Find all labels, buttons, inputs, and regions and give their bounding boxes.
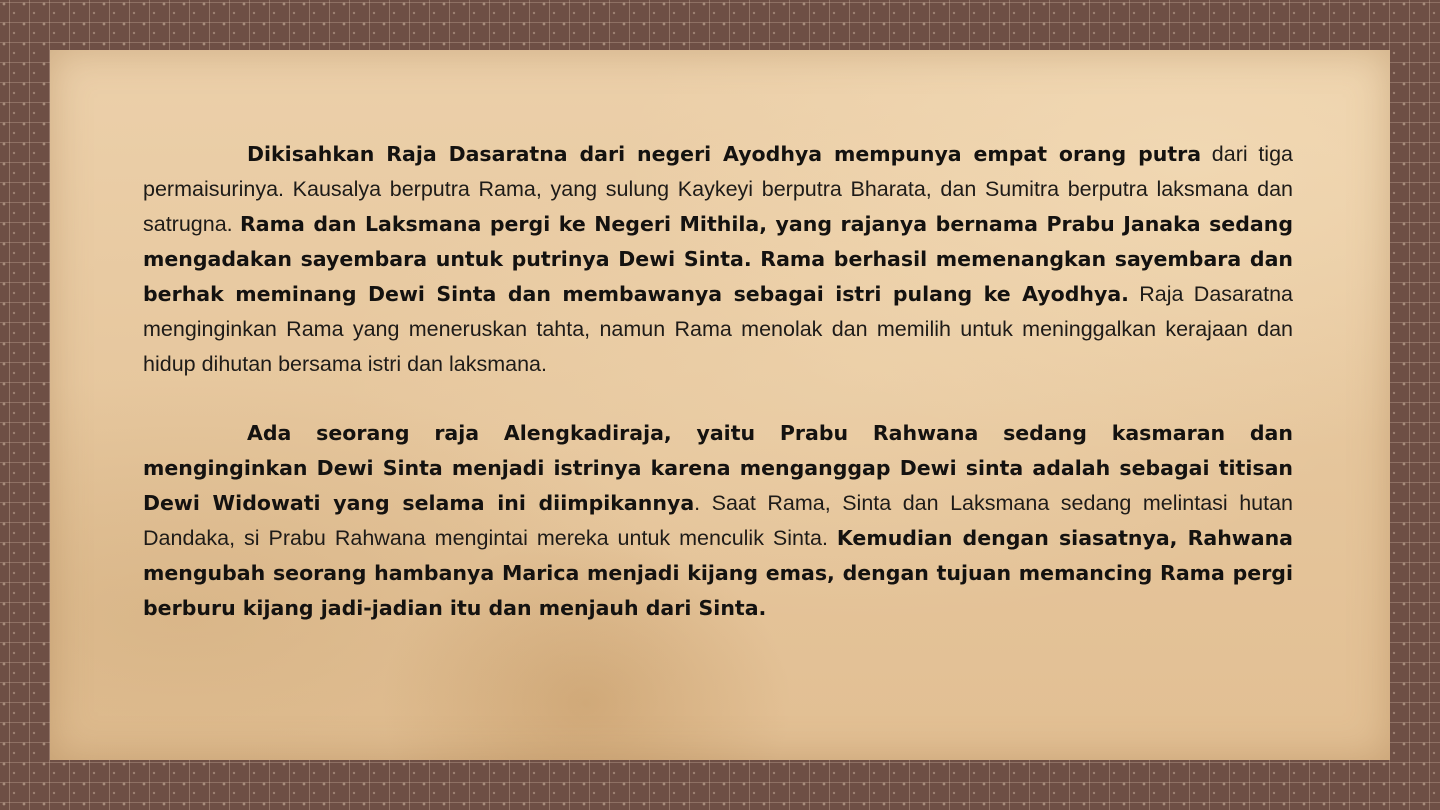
paragraph-1-segment-2: dari tiga permaisurinya. Kausalya berputra Rama, yang sulung Kaykeyi berputra Bharata, dan Sumitra berputra laksmana dan satrugna. [143,142,1293,236]
paragraph-2 [143,416,1293,626]
paragraph-1-segment-4: Raja Dasaratna menginginkan Rama yang meneruskan tahta, namun Rama menolak dan memilih untuk meninggalkan kerajaan dan hidup dihutan bersama istri dan laksmana. [143,282,1293,376]
paragraph-2-segment-3: Kemudian dengan siasatnya, Rahwana mengubah seorang hambanya Marica menjadi kijang emas, dengan tujuan memancing Rama pergi berburu kijang jadi-jadian itu dan menjauh dari Sinta. [143,526,1294,620]
paragraph-1-segment-1: Dikisahkan Raja Dasaratna dari negeri Ayodhya mempunya empat orang putra [247,142,1202,166]
story-text [143,137,1293,626]
paragraph-1-segment-3: Rama dan Laksmana pergi ke Negeri Mithila, yang rajanya bernama Prabu Janaka sedang mengadakan sayembara untuk putrinya Dewi Sinta. Rama berhasil memenangkan sayembara dan berhak meminang Dewi Sinta dan membawanya sebagai istri pulang ke Ayodhya. [143,212,1293,306]
paragraph-2-segment-2: . Saat Rama, Sinta dan Laksmana sedang melintasi hutan Dandaka, si Prabu Rahwana mengintai mereka untuk menculik Sinta. [143,491,1293,550]
paragraph-1 [143,137,1293,382]
paragraph-2-segment-1: Ada seorang raja Alengkadiraja, yaitu Prabu Rahwana sedang kasmaran dan menginginkan Dewi Sinta menjadi istrinya karena menganggap Dewi sinta adalah sebagai titisan Dewi Widowati yang selama ini diimpikannya [143,421,1293,515]
